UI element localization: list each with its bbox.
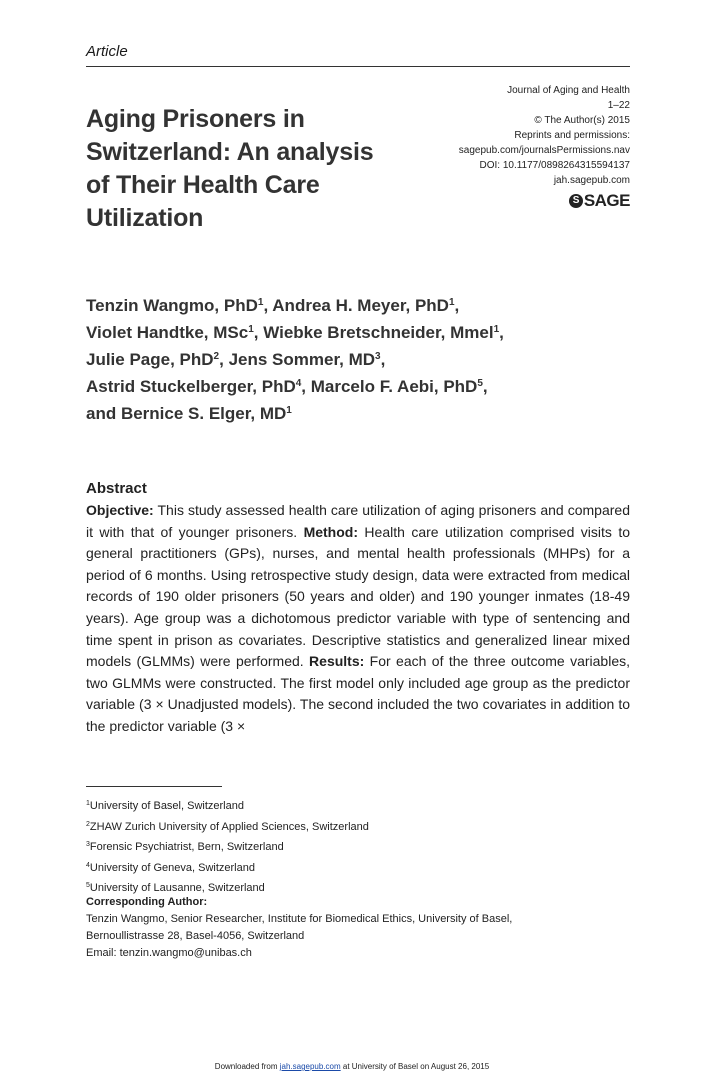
abstract-body <box>86 500 630 738</box>
author-name: Astrid Stuckelberger, PhD <box>86 377 296 396</box>
affiliation-number: 1 <box>86 800 90 807</box>
author-line: Violet Handtke, MSc$^1$, Wiebke Bretschneider, Mmel$^1$, <box>86 323 504 342</box>
header-rule <box>86 66 630 67</box>
affiliation-number: 2 <box>86 820 90 828</box>
corresponding-author-heading: Corresponding Author: <box>86 896 208 908</box>
journal-info <box>459 83 630 188</box>
affiliation-marker: 1 <box>248 324 254 335</box>
download-prefix: Downloaded from <box>214 1062 280 1071</box>
article-type-label: Article <box>86 43 128 60</box>
affiliation-marker: 3 <box>375 351 381 362</box>
journal-name: Journal of Aging and Health <box>507 85 630 96</box>
abstract-heading: Abstract <box>86 480 147 497</box>
permissions-link[interactable]: sagepub.com/journalsPermissions.nav <box>458 145 630 156</box>
corresponding-author-address: Bernoullistrasse 28, Basel-4056, Switzerland <box>86 930 305 942</box>
affiliation-list <box>86 795 369 898</box>
affiliation-number: 3 <box>86 841 90 848</box>
affiliation-marker: 1 <box>493 324 500 335</box>
affiliation-marker: 5 <box>477 378 483 389</box>
affiliation-number: 4 <box>86 861 90 869</box>
page-range: 1–22 <box>607 100 630 111</box>
affiliation-text: University of Lausanne, Switzerland <box>89 882 265 894</box>
title-line: Utilization <box>86 204 204 232</box>
affiliation-marker: 4 <box>295 378 302 389</box>
download-site-link[interactable]: jah.sagepub.com <box>279 1062 341 1071</box>
doi[interactable]: DOI: 10.1177/0898264315594137 <box>479 160 630 171</box>
results-text: For each of the three outcome variables, two GLMMs were constructed. The first model only included age group as the predictor variable (3 × Unadjusted models). The second included the two covariates in addition to the predictor variable (3 × <box>86 653 630 734</box>
journal-site-link[interactable]: jah.sagepub.com <box>553 175 630 186</box>
corresponding-author-email[interactable]: Email: tenzin.wangmo@unibas.ch <box>86 947 252 959</box>
affiliation-text: Forensic Psychiatrist, Bern, Switzerland <box>89 841 284 853</box>
author-name: and Bernice S. Elger, MD <box>86 404 287 423</box>
method-label: Method: <box>303 523 358 540</box>
affiliation-marker: 1 <box>286 405 292 416</box>
affiliation-marker: 1 <box>448 297 455 308</box>
affiliation-item <box>86 836 369 857</box>
affiliation-text: University of Geneva, Switzerland <box>89 861 255 874</box>
download-suffix: at University of Basel on August 26, 2015 <box>340 1062 490 1071</box>
method-text: Health care utilization comprised visits to general practitioners (GPs), nurses, and mental health professionals (MHPs) for a period of 6 months. Using retrospective study design, data were extracted from medical records of 190 older prisoners (50 years and older) and 190 younger inmates (18-49 years). Age group was a dichotomous predictor variable with type of sentencing and time spent in prison as covariates. Descriptive statistics and generalized linear mixed models (GLMMs) were performed. <box>86 523 630 670</box>
author-line <box>86 399 646 426</box>
author-name: Jens Sommer, MD <box>228 350 376 369</box>
sage-logo-text: SAGE <box>583 191 630 210</box>
author-line: Astrid Stuckelberger, PhD$^4$, Marcelo F. Aebi, PhD$^5$, <box>86 377 488 396</box>
objective-label: Objective: <box>86 502 154 518</box>
affiliation-number: 5 <box>86 882 90 889</box>
affiliation-item <box>86 857 369 878</box>
corresponding-author-line: Tenzin Wangmo, Senior Researcher, Institute for Biomedical Ethics, University of Basel, <box>86 913 513 925</box>
affiliation-text: ZHAW Zurich University of Applied Sciences, Switzerland <box>89 820 369 833</box>
author-line: Julie Page, PhD$^2$, Jens Sommer, $MD^3$, <box>86 350 386 369</box>
author-line: Tenzin Wangmo, PhD$^1$, Andrea H. Meyer, PhD$^1$, <box>86 296 460 315</box>
footnote-rule <box>86 786 222 787</box>
affiliation-text: University of Basel, Switzerland <box>89 800 244 812</box>
author-name: Marcelo F. Aebi, PhD <box>310 377 478 396</box>
copyright: © The Author(s) 2015 <box>534 115 630 126</box>
author-name: Wiebke Bretschneider, Mmel <box>263 323 494 342</box>
affiliation-marker: 1 <box>257 297 264 308</box>
author-list <box>86 291 646 426</box>
sage-logo <box>569 191 630 211</box>
sage-logo-icon: S <box>569 194 583 208</box>
objective-text: This study assessed health care utilization of aging prisoners and compared it with that of younger prisoners. <box>86 502 630 540</box>
author-name: Violet Handtke, MSc <box>86 323 249 342</box>
author-name: Tenzin Wangmo, PhD <box>86 296 258 315</box>
title-line: Switzerland: An analysis <box>86 138 374 166</box>
affiliation-item <box>86 816 369 837</box>
title-line: Aging Prisoners in <box>86 105 305 133</box>
title-line: of Their Health Care <box>86 171 320 199</box>
author-name: Julie Page, PhD <box>86 350 214 369</box>
article-title <box>86 103 426 235</box>
affiliation-item <box>86 795 369 816</box>
affiliation-marker: 2 <box>213 351 220 362</box>
results-label: Results: <box>309 653 365 670</box>
author-name: Andrea H. Meyer, PhD <box>272 296 449 315</box>
corresponding-author <box>86 894 512 962</box>
reprints-label: Reprints and permissions: <box>514 130 630 141</box>
download-notice <box>0 1062 704 1071</box>
